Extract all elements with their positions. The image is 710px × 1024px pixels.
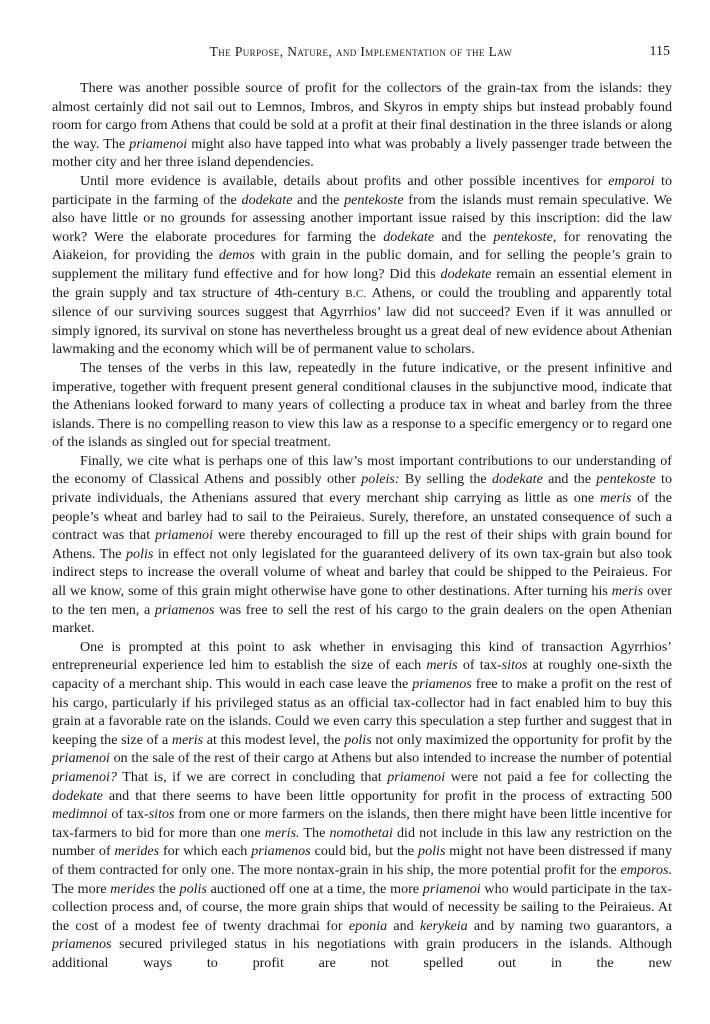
italic-term: dodekate <box>52 787 103 804</box>
italic-term: emporoi <box>608 172 655 189</box>
text-run: The <box>299 824 330 841</box>
italic-term: priamenos <box>412 676 472 692</box>
text-run: was free to sell the rest of his cargo to the grain dealers on the open Athenian market. <box>52 601 673 637</box>
italic-term: pentekoste <box>344 191 404 208</box>
text-run: in effect not only legislated for the guaranteed delivery of its own tax-grain but also took indirect steps to increase the overall volume of wheat and barley that could be shipped to the Peiraieus. For all we know, some of this grain might otherwise have gone to other destinations. After turning his <box>52 545 672 600</box>
text-run: Finally, we cite what is perhaps one of this law’s most important contributions to our understanding of the economy of Classical Athens and possibly other <box>52 452 672 488</box>
text-run: Until more evidence is available, details about profits and other possible incentives for <box>80 172 609 189</box>
italic-term: pentekoste <box>596 471 656 488</box>
text-run: who would participate in the tax-collection process and, of course, the more grain ships that would of necessity be sailing to the Peiraieus. At the cost of a modest fee of twenty drachmai for <box>52 880 673 934</box>
italic-term: priamenos <box>251 843 311 860</box>
italic-term: polis <box>126 545 154 562</box>
italic-term: polis <box>344 731 372 748</box>
text-run: and the <box>292 191 345 208</box>
italic-term: priamenoi <box>422 880 481 897</box>
text-run: of the people’s wheat and barley had to sail to the Peiraieus. Surely, therefore, an unstated consequence of such a contract was that <box>52 490 672 544</box>
italic-term: priamenos <box>52 936 112 953</box>
italic-term: priamenos <box>154 601 215 618</box>
text-run: free to make a profit on the rest of his cargo, particularly if his privileged status as an official tax-collector had in fact enabled him to buy this grain at a favorable rate on the islands. Could we even carry this speculation a step further and suggest that in keeping the size of a <box>52 676 672 748</box>
text-run: of tax- <box>457 657 502 674</box>
text-run: might also have tapped into what was probably a lively passenger trade between the mother city and her three island dependencies. <box>52 135 672 171</box>
text-run: from one or more farmers on the islands, then there might have been little incentive for tax-farmers to bid for more than one <box>52 806 672 841</box>
text-run: and by naming two guarantors, a <box>467 917 672 934</box>
text-run: secured privileged status in his negotiations with grain producers in the islands. Although additional ways to profit are not spelled out in the new <box>52 936 672 971</box>
text-run: That is, if we are correct in concluding that <box>116 768 388 785</box>
paragraph-4 <box>52 452 672 638</box>
italic-term: priamenoi <box>52 750 110 767</box>
italic-term: meris <box>611 583 644 600</box>
text-run: One is prompted at this point to ask whether in envisaging this kind of transaction Agyrrhios’ entrepreneurial experience led him to establish the size of each <box>52 638 672 674</box>
italic-term: dodekate <box>440 265 492 282</box>
text-run: with grain in the public domain, and for selling the people’s grain to supplement the military fund effective and for how long? Did this <box>52 247 672 282</box>
italic-term: kerykeia <box>419 917 468 934</box>
italic-term: dodekate <box>241 191 293 208</box>
text-run: Athens, or could the troubling and apparently total silence of our surviving sources suggest that Agyrrhios’ law did not succeed? Even if it was annulled or simply ignored, its survival on stone has nevertheless brought us a great deal of new evidence about Athenian lawmaking and the economy which will be of permanent value to scholars. <box>52 284 673 358</box>
text-run: were thereby encouraged to fill up the rest of their ships with grain bound for Athens. The <box>52 527 672 562</box>
paragraph-3 <box>52 359 672 452</box>
text-run: There was another possible source of profit for the collectors of the grain-tax from the islands: they almost certainly did not sail out to Lemnos, Imbros, and Skyros in empty ships but instead probably found room for cargo from Athens that could be sold at a profit at their final destination in the three islands or along the way. The <box>52 80 672 152</box>
italic-term: meris <box>171 731 204 748</box>
text-run: , for renovating the Aiakeion, for providing the <box>52 228 673 264</box>
italic-term: priamenoi <box>387 768 446 785</box>
text-run: on the sale of the rest of their cargo at Athens but also intended to increase the number of potential <box>109 750 672 767</box>
text-run: to participate in the farming of the <box>52 172 672 208</box>
text-run: might not have been distressed if many of them contracted for only one. The more nontax-grain in his ship, the more potential profit for the <box>52 843 672 878</box>
italic-term: polis <box>179 880 207 897</box>
text-run: could bid, but the <box>310 843 419 860</box>
text-run: to private individuals, the Athenians assured that every merchant ship carrying as little as one <box>52 471 672 507</box>
paragraph-5 <box>52 638 672 973</box>
italic-term: priamenoi <box>129 135 188 152</box>
text-run: and that there seems to have been little opportunity for profit in the process of extracting 500 <box>102 787 672 804</box>
page-number: 115 <box>649 44 670 59</box>
text-run: and the <box>542 471 597 488</box>
text-run: not only maximized the opportunity for profit by the <box>371 731 673 748</box>
italic-term: priamenoi <box>155 527 213 544</box>
paragraph-1 <box>52 79 672 172</box>
italic-term: eponia <box>348 917 388 934</box>
italic-term: meris <box>426 657 458 674</box>
text-run: at this modest level, the <box>203 731 345 748</box>
text-run: at roughly one-sixth the capacity of a merchant ship. This would in each case leave the <box>52 657 672 692</box>
text-run: The tenses of the verbs in this law, repeatedly in the future indicative, or the present infinitive and imperative, together with frequent present general conditional clauses in the subjunctive mood, indicate that the Athenians looked forward to many years of collecting a produce tax in wheat and barley from the three islands. There is no compelling reason to view this law as a response to a specific emergency or to regard one of the islands as singled out for special treatment. <box>52 359 672 451</box>
italic-term: sitos <box>501 657 528 674</box>
running-title: The Purpose, Nature, and Implementation of the Law <box>209 44 513 59</box>
text-run: did not include in this law any restriction on the number of <box>52 824 672 860</box>
text-run: of tax- <box>107 806 149 823</box>
body-text <box>52 79 672 973</box>
italic-term: emporos. <box>620 861 672 878</box>
text-run: the <box>154 880 180 897</box>
italic-term: pentekoste <box>493 228 553 245</box>
italic-term: meris. <box>264 824 300 841</box>
italic-term: poleis: <box>361 471 400 488</box>
text-run: for which each <box>159 843 252 860</box>
text-run: By selling the <box>399 471 492 488</box>
italic-term: medimnoi <box>52 806 108 823</box>
italic-term: dodekate <box>491 471 543 488</box>
italic-term: merides <box>114 843 160 860</box>
text-run: auctioned off one at a time, the more <box>206 880 423 897</box>
italic-term: meris <box>600 490 632 507</box>
italic-term: nomothetai <box>329 824 393 841</box>
running-header <box>52 44 670 64</box>
italic-term: dodekate <box>383 228 435 245</box>
italic-term: merides <box>110 880 155 897</box>
small-caps-text: B.C. <box>345 287 367 300</box>
text-run: from the islands must remain speculative. We also have little or no grounds for assessing another important issue raised by this inscription: did the law work? Were the elaborate procedures for farming the <box>52 191 672 245</box>
italic-term: priamenoi? <box>52 768 117 785</box>
text-run: were not paid a fee for collecting the <box>445 768 672 785</box>
text-run: and the <box>434 228 494 245</box>
italic-term: sitos <box>148 806 175 823</box>
paragraph-2 <box>52 172 672 359</box>
text-run: and <box>387 917 420 934</box>
text-run: over to the ten men, a <box>52 583 672 618</box>
italic-term: demos <box>218 247 255 264</box>
text-run: remain an essential element in the grain supply and tax structure of 4th-century <box>52 265 672 301</box>
italic-term: polis <box>418 843 446 860</box>
text-run: The more <box>52 880 111 897</box>
